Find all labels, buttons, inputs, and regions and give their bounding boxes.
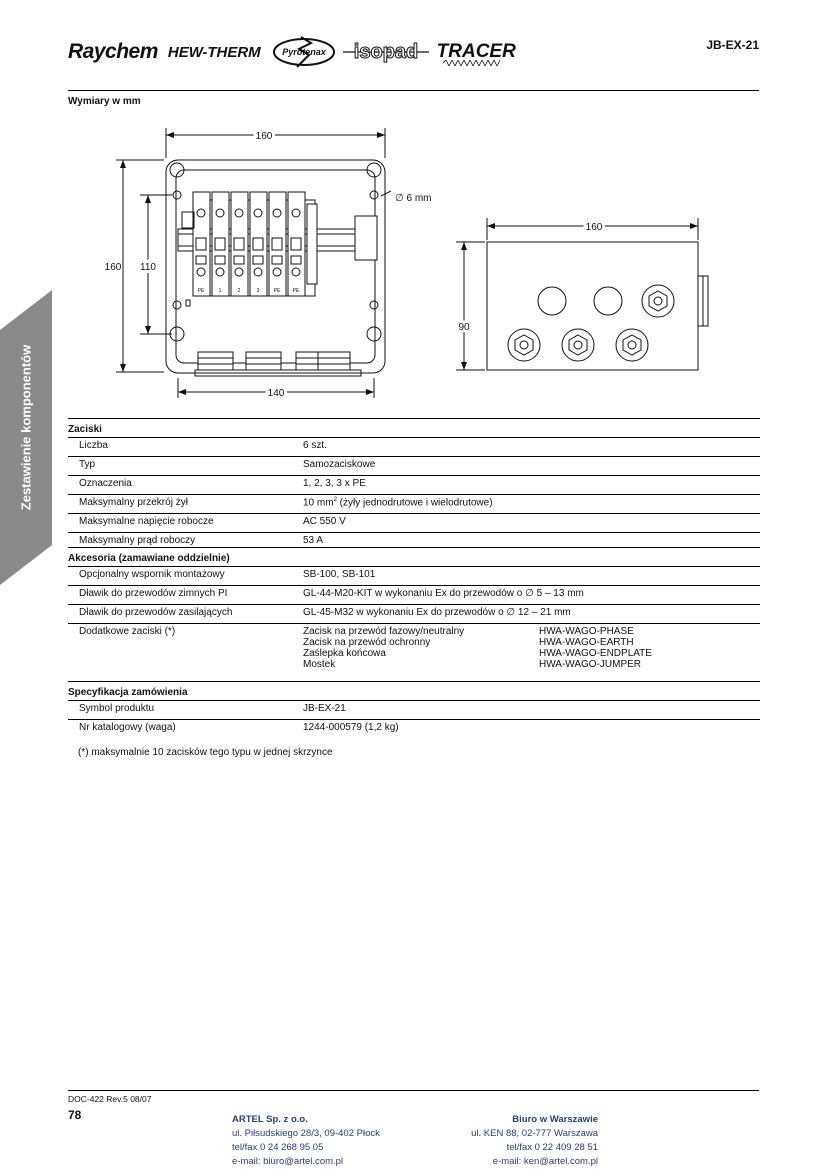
contact-artel xyxy=(232,1113,380,1169)
office-phone: tel/fax 0 22 409 28 51 xyxy=(506,1142,598,1153)
dim-width-front: 160 xyxy=(255,131,273,142)
section-accessories xyxy=(68,547,760,674)
section-title: Specyfikacja zamówienia xyxy=(68,681,760,700)
raychem-logo: Raychem xyxy=(68,40,158,63)
list-item: Zacisk na przewód fazowy/neutralny HWA-WAGO-PHASE xyxy=(303,626,634,637)
terminal-label: 2 xyxy=(237,288,241,294)
document-revision: DOC-422 Rev.5 08/07 xyxy=(68,1094,152,1104)
table-row: Maksymalny prąd roboczy 53 A xyxy=(68,532,760,551)
hole-diameter-label: ∅ 6 mm xyxy=(395,193,432,204)
company-email: e-mail: biuro@artel.com.pl xyxy=(232,1156,344,1167)
document-code: JB-EX-21 xyxy=(706,38,759,52)
side-tab-label: Zestawienie komponentów xyxy=(18,344,34,511)
company-phone: tel/fax 0 24 268 95 05 xyxy=(232,1142,324,1153)
table-row: Maksymalny przekrój żył 10 $mm^2$ (żyły jednodrutowe i wielodrutowe) xyxy=(68,494,760,513)
table-row: Symbol produktu JB-EX-21 xyxy=(68,700,760,719)
office-name: Biuro w Warszawie xyxy=(512,1114,598,1125)
list-item: Zacisk na przewód ochronny HWA-WAGO-EARTH xyxy=(303,637,634,648)
page-number: 78 xyxy=(68,1108,82,1122)
table-row: Maksymalne napięcie robocze AC 550 V xyxy=(68,513,760,532)
section-terminals xyxy=(68,418,760,551)
terminal-label: 3 xyxy=(256,288,260,294)
table-row: Dławik do przewodów zasilających GL-45-M32 w wykonaniu Ex do przewodów o ∅ 12 – 21 mm xyxy=(68,604,760,623)
section-title: Akcesoria (zamawiane oddzielnie) xyxy=(68,547,760,566)
cable-glands-front xyxy=(195,352,361,376)
terminal-label: PE xyxy=(273,288,281,294)
terminal-label: 1 xyxy=(218,288,222,294)
table-row: Liczba 6 szt. xyxy=(68,437,760,456)
company-address: ul. Piłsudskiego 28/3, 09-402 Płock xyxy=(232,1128,380,1139)
section-order-spec xyxy=(68,681,760,738)
table-row: Dławik do przewodów zimnych PI GL-44-M20-KIT w wykonaniu Ex do przewodów o ∅ 5 – 13 mm xyxy=(68,585,760,604)
tracer-logo: TRACER xyxy=(437,41,516,63)
list-item: Zaślepka końcowa HWA-WAGO-ENDPLATE xyxy=(303,648,652,659)
cable-entries-side xyxy=(508,285,674,361)
dim-width-side: 160 xyxy=(585,222,603,233)
svg-text:Pyrotenax: Pyrotenax xyxy=(281,47,326,57)
table-row: Opcjonalny wspornik montażowy SB-100, SB-101 xyxy=(68,566,760,585)
hewtherm-logo: HEW-THERM xyxy=(167,43,261,61)
contact-warsaw xyxy=(471,1113,598,1169)
dim-bottom-width: 140 xyxy=(267,388,285,399)
office-address: ul. KEN 88, 02-777 Warszawa xyxy=(471,1128,598,1139)
terminal-label: PE xyxy=(197,288,205,294)
dimension-lines-side xyxy=(456,218,698,370)
footnote: (*) maksymalnie 10 zacisków tego typu w jednej skrzynce xyxy=(78,747,333,758)
table-row: Nr katalogowy (waga) 1244-000579 (1,2 kg) xyxy=(68,719,760,738)
technical-drawing xyxy=(0,0,827,420)
table-row: Typ Samozaciskowe xyxy=(68,456,760,475)
footer-divider xyxy=(68,1090,759,1091)
dim-height-inner: 110 xyxy=(140,262,156,273)
table-row: Oznaczenia 1, 2, 3, 3 x PE xyxy=(68,475,760,494)
section-title: Zaciski xyxy=(68,418,760,437)
office-email: e-mail: ken@artel.com.pl xyxy=(492,1156,598,1167)
dim-height-side: 90 xyxy=(458,322,470,333)
list-item: Mostek HWA-WAGO-JUMPER xyxy=(303,659,642,670)
dimensions-title: Wymiary w mm xyxy=(68,96,141,107)
table-row-extra-terminals: Dodatkowe zaciski (*) Zacisk na przewód fazowy/neutralny HWA-WAGO-PHASE Zacisk na przewód ochronny HWA-WAGO-EARTH Zaślepka końcowa HWA-WAGO-ENDPLATE Mostek HWA-WAGO-JUMPER xyxy=(68,623,760,674)
dim-height-outer: 160 xyxy=(104,262,122,273)
company-name: ARTEL Sp. z o.o. xyxy=(232,1114,308,1125)
svg-text:isopad: isopad xyxy=(353,41,418,63)
terminal-label: PE xyxy=(292,288,300,294)
